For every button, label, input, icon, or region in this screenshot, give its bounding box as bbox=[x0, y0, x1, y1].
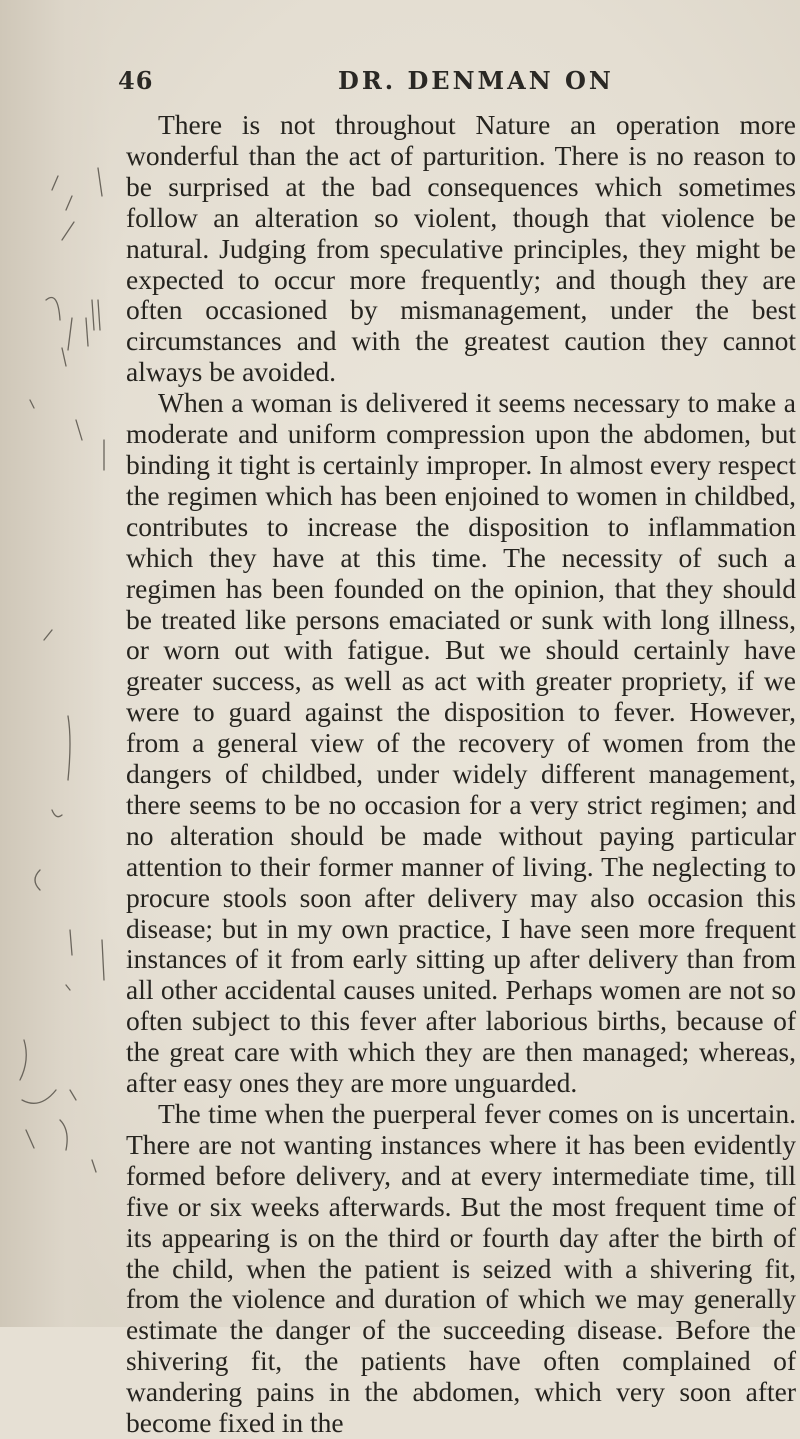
paragraph: The time when the puerperal fever comes on is uncertain. There are not wanting instances where it has been evidently formed before delivery, and at every intermediate time, till five or six weeks afterwards. But the most frequent time of its appearing is on the third or fourth day after the birth of the child, when the patient is seized with a shivering fit, from the violence and duration of which we may generally estimate the danger of the succeeding disease. Before the shivering fit, the patients have often complained of wandering pains in the abdomen, which very soon after become fixed in the bbox=[126, 1098, 796, 1439]
page-header bbox=[118, 66, 718, 106]
page-number: 46 bbox=[118, 66, 154, 95]
paragraph: When a woman is delivered it seems necessary to make a moderate and uniform compression upon the abdomen, but binding it tight is certainly improper. In almost every respect the regimen which has been enjoined to women in childbed, contributes to increase the disposition to inflammation which they have at this time. The necessity of such a regimen has been founded on the opinion, that they should be treated like persons emaciated or sunk with long illness, or worn out with fatigue. But we should certainly have greater success, as well as act with greater propriety, if we were to guard against the disposition to fever. However, from a general view of the recovery of women from the dangers of childbed, under widely different management, there seems to be no occasion for a very strict regimen; and no alteration should be made without paying particular attention to their former manner of living. The neglecting to procure stools soon after delivery may also occasion this disease; but in my own practice, I have seen more frequent instances of it from early sitting up after delivery than from all other accidental causes united. Perhaps women are not so often subject to this fever after laborious births, because of the great care with which they are then managed; whereas, after easy ones they are more unguarded. bbox=[126, 387, 796, 1099]
margin-pencil-marks bbox=[0, 0, 130, 1327]
body-text bbox=[126, 110, 796, 1439]
paragraph: There is not throughout Nature an operation more wonderful than the act of parturition. There is no reason to be surprised at the bad consequences which sometimes follow an alteration so violent, though that violence be natural. Judging from speculative principles, they might be expected to occur more frequently; and though they are often occasioned by mismanagement, under the best circumstances and with the greatest caution they cannot always be avoided. bbox=[126, 109, 796, 388]
running-head: DR. DENMAN ON bbox=[338, 66, 614, 95]
